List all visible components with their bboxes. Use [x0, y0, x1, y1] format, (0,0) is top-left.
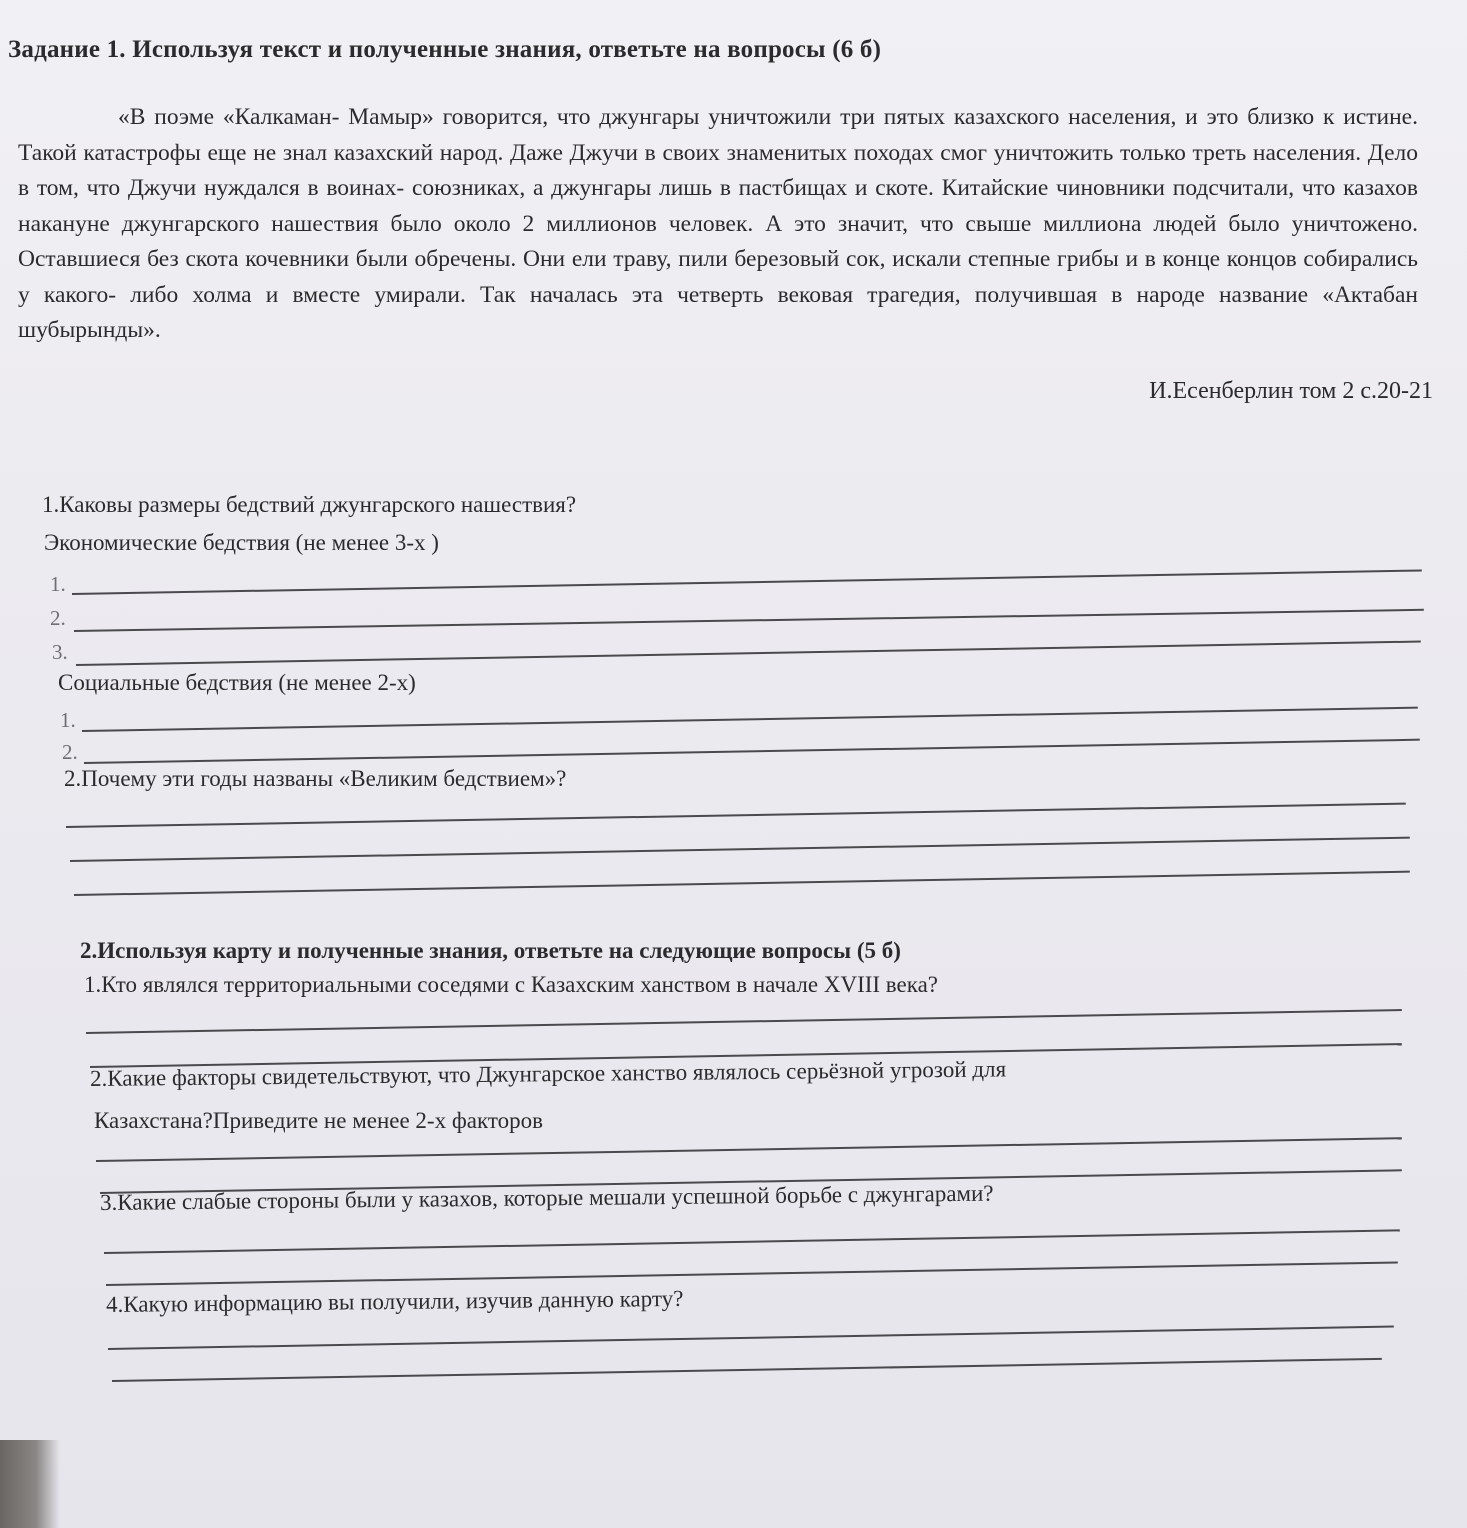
answer-line[interactable]: [86, 1009, 1402, 1034]
task2-question-1: 1.Кто являлся территориальными соседями с Казахским ханством в начале XVIII века?: [84, 972, 938, 997]
task2-question-4: 4.Какую информацию вы получили, изучив данную карту?: [105, 1285, 684, 1317]
task1-title: Задание 1. Используя текст и полученные знания, ответьте на вопросы (6 б): [8, 36, 882, 63]
answer-line[interactable]: [82, 707, 1418, 732]
answer-line[interactable]: [70, 837, 1410, 862]
answer-line[interactable]: [72, 569, 1422, 595]
social-heading: Социальные бедствия (не менее 2-х): [58, 670, 416, 695]
economic-number-3: 3.: [52, 640, 68, 664]
social-number-1: 1.: [60, 708, 76, 732]
economic-heading: Экономические бедствия (не менее 3-х ): [44, 530, 439, 555]
task2-title: 2.Используя карту и полученные знания, ответьте на следующие вопросы (5 б): [80, 938, 901, 963]
passage-source: И.Есенберлин том 2 с.20-21: [1149, 378, 1433, 404]
answer-line[interactable]: [76, 641, 1421, 666]
answer-line[interactable]: [74, 871, 1410, 896]
answer-line[interactable]: [66, 803, 1406, 828]
answer-line[interactable]: [112, 1358, 1382, 1382]
task2-question-3: 3.Какие слабые стороны были у казахов, которые мешали успешной борьбе с джунгарами?: [99, 1180, 994, 1215]
table-shadow: [0, 1440, 60, 1528]
question-1: 1.Каковы размеры бедствий джунгарского нашествия?: [42, 492, 577, 517]
passage-text: «В поэме «Калкаман- Мамыр» говорится, что джунгары уничтожили три пятых казахского населения, и это близко к истине. Такой катастрофы еще не знал казахский народ. Даже Джучи в своих знаменитых походах смог уничтожить только треть населения. Дело в том, что Джучи нуждался в воинах- союзниках, а джунгары лишь в пастбищах и скоте. Китайские чиновники подсчитали, что казахов накануне джунгарского нашествия было около 2 миллионов человек. А это значит, что свыше миллиона людей было уничтожено. Оставшиеся без скота кочевники были обречены. Они ели траву, пили березовый сок, искали степные грибы и в конце концов собирались у какого- либо холма и вместе умирали. Так началась эта четверть вековая трагедия, получившая в народе название «Актабан шубырынды».: [18, 104, 1418, 343]
answer-line[interactable]: [106, 1261, 1398, 1286]
task2-question-2-line2: Казахстана?Приведите не менее 2-х факторов: [94, 1108, 543, 1133]
economic-number-1: 1.: [50, 572, 66, 596]
answer-line[interactable]: [108, 1326, 1394, 1350]
task2-question-2-line1: 2.Какие факторы свидетельствуют, что Джунгарское ханство являлось серьёзной угрозой для: [89, 1056, 1007, 1091]
answer-line[interactable]: [104, 1229, 1400, 1254]
social-number-2: 2.: [62, 740, 78, 764]
question-2: 2.Почему эти годы названы «Великим бедствием»?: [64, 766, 567, 791]
economic-number-2: 2.: [50, 606, 66, 630]
answer-line[interactable]: [74, 609, 1424, 632]
answer-line[interactable]: [84, 739, 1420, 764]
answer-line[interactable]: [96, 1137, 1402, 1162]
